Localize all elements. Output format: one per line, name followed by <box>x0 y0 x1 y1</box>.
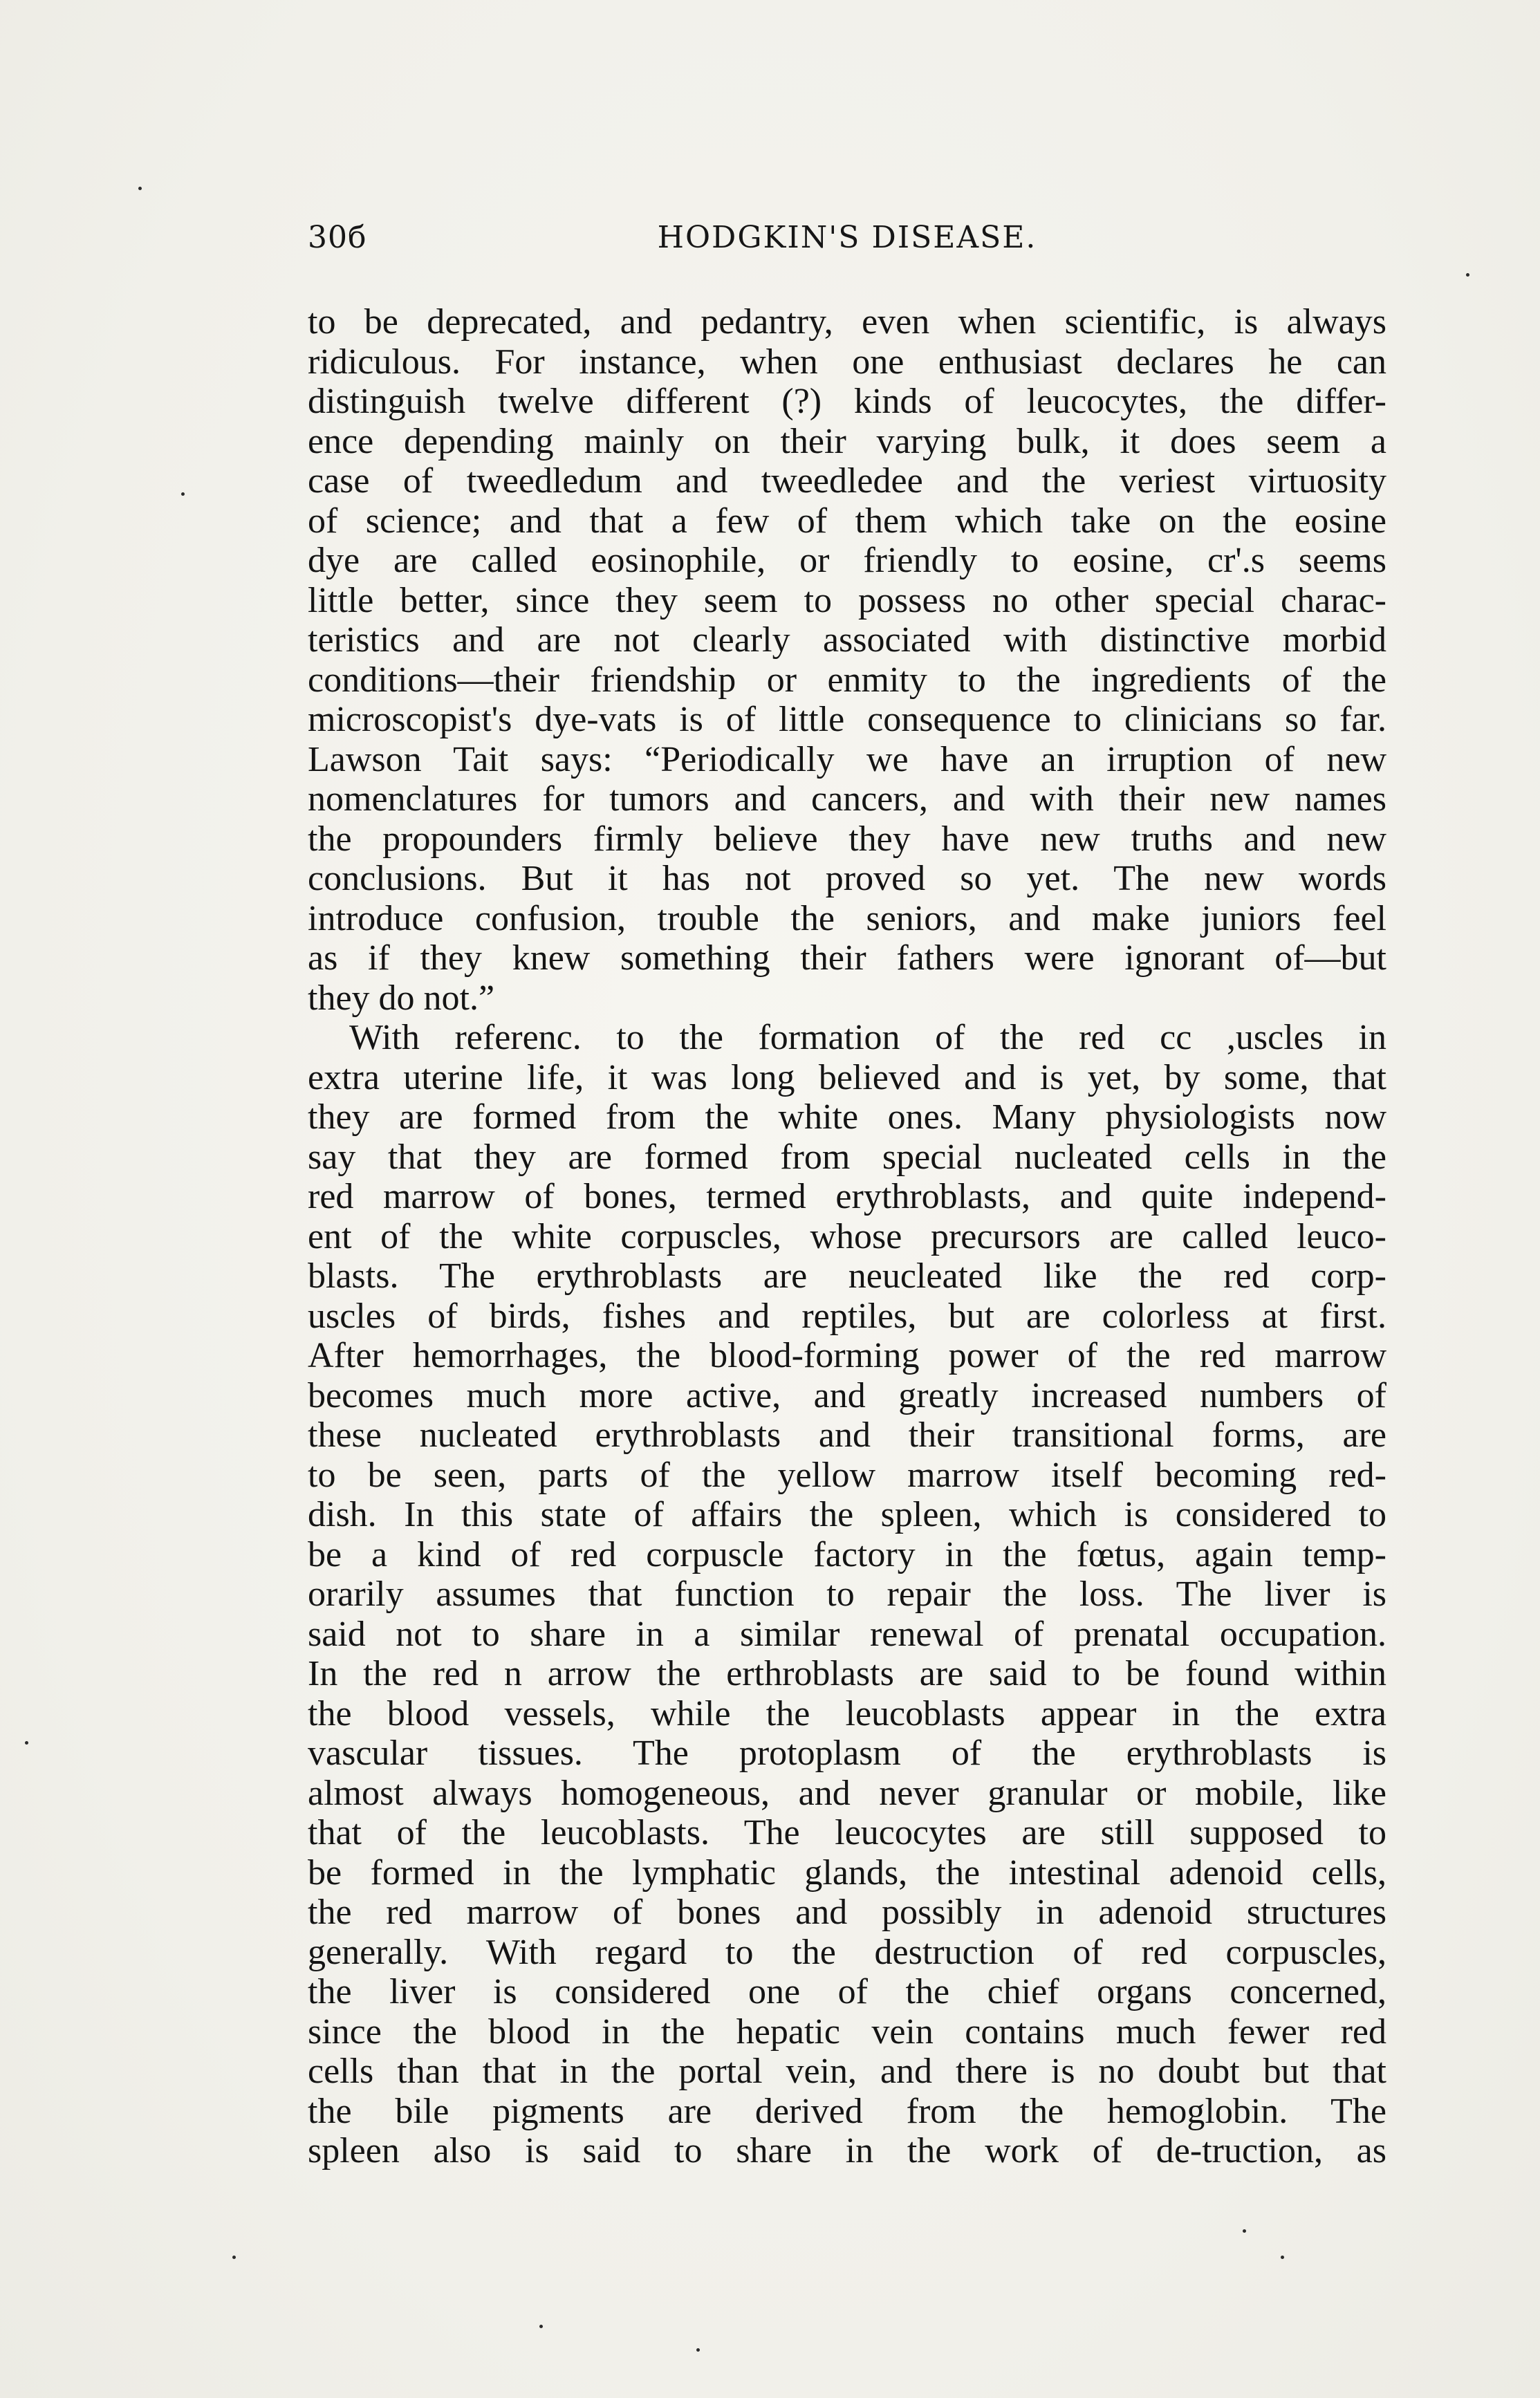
text-line: uscles of birds, fishes and reptiles, but are colorless at first. <box>308 1296 1386 1336</box>
text-line: they are formed from the white ones. Many physiologists now <box>308 1097 1386 1137</box>
text-line: say that they are formed from special nucleated cells in the <box>308 1137 1386 1177</box>
text-line: becomes much more active, and greatly increased numbers of <box>308 1375 1386 1415</box>
text-line: the liver is considered one of the chief organs concerned, <box>308 1972 1386 2011</box>
text-line: of science; and that a few of them which take on the eosine <box>308 501 1386 541</box>
speck <box>138 187 142 190</box>
running-title: HODGKIN'S DISEASE. <box>657 220 1037 255</box>
text-line: said not to share in a similar renewal of prenatal occupation. <box>308 1614 1386 1654</box>
speck <box>696 2348 700 2352</box>
speck <box>25 1741 28 1745</box>
speck <box>1281 2256 1284 2259</box>
text-line: as if they knew something their fathers were ignorant of—but <box>308 938 1386 978</box>
text-line: After hemorrhages, the blood-forming power of the red marrow <box>308 1336 1386 1375</box>
text-line: to be seen, parts of the yellow marrow itself becoming red- <box>308 1455 1386 1495</box>
text-line: dye are called eosinophile, or friendly to eosine, cr'.s seems <box>308 541 1386 580</box>
body-text <box>308 302 1386 2171</box>
text-line: spleen also is said to share in the work of de-truction, as <box>308 2131 1386 2171</box>
text-line: cells than that in the portal vein, and there is no doubt but that <box>308 2052 1386 2091</box>
speck <box>539 2325 543 2328</box>
text-line: vascular tissues. The protoplasm of the erythroblasts is <box>308 1734 1386 1773</box>
text-line: they do not.” <box>308 978 495 1018</box>
text-line: orarily assumes that function to repair the loss. The liver is <box>308 1574 1386 1614</box>
text-line: blasts. The erythroblasts are neucleated like the red corp- <box>308 1256 1386 1296</box>
text-line: microscopist's dye-vats is of little consequence to clinicians so far. <box>308 700 1386 739</box>
text-line: almost always homogeneous, and never granular or mobile, like <box>308 1773 1386 1813</box>
text-line: the blood vessels, while the leucoblasts appear in the extra <box>308 1693 1386 1734</box>
text-line: With referenc. to the formation of the red cc ,uscles in <box>349 1018 1386 1057</box>
text-line: be a kind of red corpuscle factory in the fœtus, again temp- <box>308 1534 1386 1574</box>
text-line: distinguish twelve different (?) kinds of leucocytes, the differ- <box>308 382 1386 421</box>
text-line: ent of the white corpuscles, whose precursors are called leuco- <box>308 1216 1386 1256</box>
text-line: red marrow of bones, termed erythroblasts, and quite independ- <box>308 1177 1386 1216</box>
page-number: 30б <box>308 220 367 255</box>
text-line: case of tweedledum and tweedledee and the veriest virtuosity <box>308 461 1386 501</box>
text-line: conditions—their friendship or enmity to the ingredients of the <box>308 660 1386 700</box>
text-line: to be deprecated, and pedantry, even when scientific, is always <box>308 302 1386 342</box>
speck <box>181 492 185 496</box>
text-line: little better, since they seem to possess no other special charac- <box>308 580 1386 620</box>
text-line: that of the leucoblasts. The leucocytes are still supposed to <box>308 1813 1386 1852</box>
text-line: since the blood in the hepatic vein contains much fewer red <box>308 2011 1386 2052</box>
text-line: teristics and are not clearly associated with distinctive morbid <box>308 620 1386 660</box>
text-line: the propounders firmly believe they have new truths and new <box>308 819 1386 859</box>
speck <box>1243 2229 1246 2233</box>
text-line: the red marrow of bones and possibly in adenoid structures <box>308 1893 1386 1932</box>
text-line: In the red n arrow the erthroblasts are said to be found within <box>308 1654 1386 1693</box>
text-line: extra uterine life, it was long believed and is yet, by some, that <box>308 1057 1386 1097</box>
text-line: Lawson Tait says: “Periodically we have an irruption of new <box>308 739 1386 779</box>
text-line: the bile pigments are derived from the hemoglobin. The <box>308 2091 1386 2131</box>
text-line: ridiculous. For instance, when one enthusiast declares he can <box>308 342 1386 382</box>
text-line: ence depending mainly on their varying bulk, it does seem a <box>308 421 1386 461</box>
speck <box>1466 273 1469 277</box>
text-line: conclusions. But it has not proved so yet. The new words <box>308 859 1386 898</box>
text-line: dish. In this state of affairs the spleen, which is considered to <box>308 1495 1386 1534</box>
text-line: introduce confusion, trouble the seniors, and make juniors feel <box>308 898 1386 938</box>
text-line: generally. With regard to the destruction of red corpuscles, <box>308 1932 1386 1972</box>
text-line: nomenclatures for tumors and cancers, and with their new names <box>308 779 1386 819</box>
speck <box>232 2256 236 2259</box>
page-header <box>308 220 1386 268</box>
text-line: these nucleated erythroblasts and their transitional forms, are <box>308 1415 1386 1455</box>
text-line: be formed in the lymphatic glands, the intestinal adenoid cells, <box>308 1852 1386 1893</box>
